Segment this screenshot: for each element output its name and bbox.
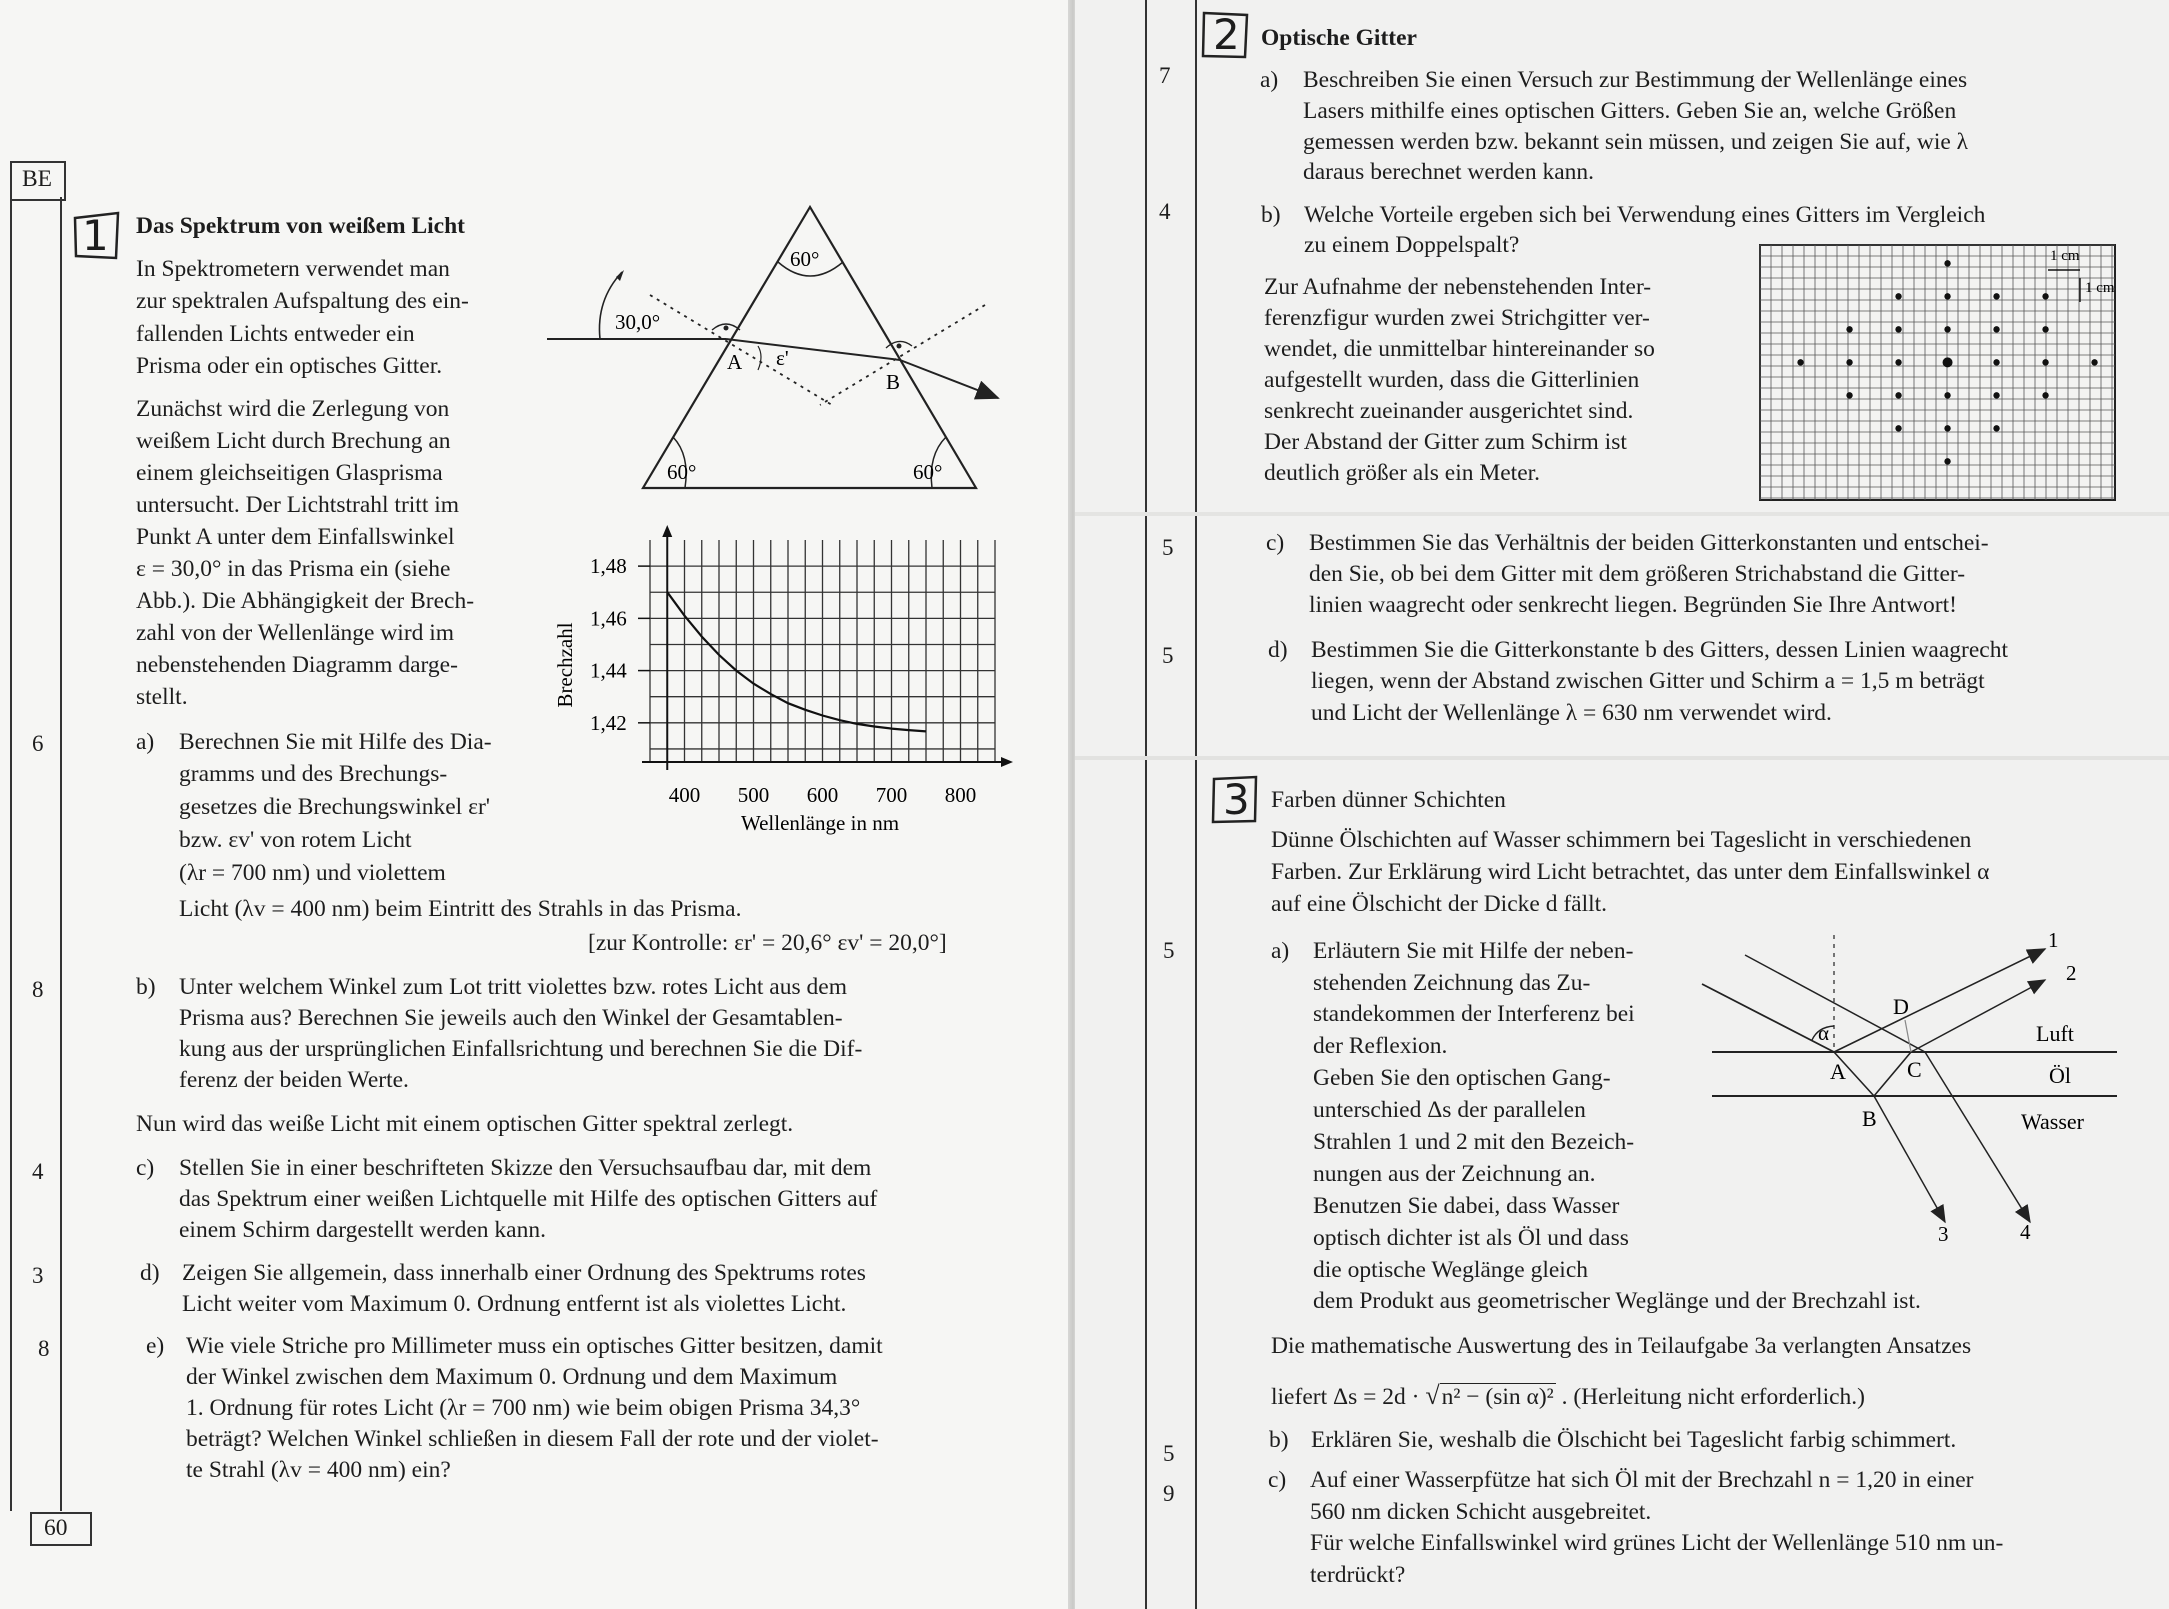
task2-title: Optische Gitter [1261, 25, 1417, 51]
prism-angle-top: 60° [790, 247, 820, 271]
task1b-line-3: kung aus der ursprünglichen Einfallsrichtung und berechnen Sie die Dif- [179, 1036, 863, 1062]
be-1e: 8 [38, 1336, 50, 1361]
task3a-line-8: nungen aus der Zeichnung an. [1313, 1161, 1596, 1187]
interference-dot [1993, 359, 1999, 365]
task3-intro-line-2: Farben. Zur Erklärung wird Licht betrachtet, das unter dem Einfallswinkel α [1271, 859, 1990, 885]
be-3b: 5 [1163, 1441, 1175, 1466]
label-oel: Öl [2049, 1063, 2071, 1088]
task2b-line-1: Welche Vorteile ergeben sich bei Verwendung eines Gitters im Vergleich [1304, 202, 1986, 228]
be-column-left-line [10, 197, 12, 1511]
interference-dot [1846, 392, 1852, 398]
prism-diagram [540, 200, 1010, 500]
be-2b: 4 [1159, 199, 1171, 224]
task2c-line-1: Bestimmen Sie das Verhältnis der beiden Gitterkonstanten und entschei- [1309, 530, 1989, 556]
grid-frame [1760, 245, 2115, 500]
y-tick-label: 1,46 [590, 606, 627, 631]
task2b-line-2: zu einem Doppelspalt? [1304, 232, 1520, 258]
task3a-line-7: Strahlen 1 und 2 mit den Bezeich- [1313, 1129, 1635, 1155]
interference-dot [1846, 326, 1852, 332]
task1-para-line-10: stellt. [136, 684, 188, 710]
interference-dot [1797, 359, 1803, 365]
central-maximum-dot [1943, 357, 1953, 367]
prism-angle-left: 60° [667, 460, 697, 484]
incidence-angle-label: 30,0° [615, 310, 661, 334]
task3-formula [1271, 1380, 1865, 1413]
interference-dot [1944, 260, 1950, 266]
task1-intro-line-3: fallenden Lichts entweder ein [136, 321, 415, 347]
task1-intro-line-2: zur spektralen Aufspaltung des ein- [136, 288, 469, 314]
task1a-control: [zur Kontrolle: εr' = 20,6° εv' = 20,0°] [588, 930, 947, 956]
be-header-label: BE [22, 166, 53, 192]
prism-angle-right: 60° [913, 460, 943, 484]
eps-prime-label: ε' [776, 346, 789, 370]
refraction-chart [550, 525, 1020, 860]
incident-ray-1 [1702, 984, 1834, 1052]
task2c-line-3: linien waagrecht oder senkrecht liegen. Begründen Sie Ihre Antwort! [1309, 592, 1957, 618]
task2-para-line-5: senkrecht zueinander ausgerichtet sind. [1264, 398, 1634, 424]
task3-intro-line-3: auf eine Ölschicht der Dicke d fällt. [1271, 891, 1608, 917]
wave-front-dc [1905, 1020, 1911, 1052]
task3c-label: c) [1268, 1467, 1287, 1493]
task1c-label: c) [136, 1155, 155, 1181]
reflected-ray-2 [1911, 980, 2045, 1052]
task1b-label: b) [136, 974, 156, 1000]
label-ray-2: 2 [2066, 961, 2077, 985]
task1e-line-4: beträgt? Welchen Winkel schließen in diesem Fall der rote und der violet- [186, 1426, 879, 1452]
label-c: C [1907, 1057, 1922, 1082]
task3a-line-12: dem Produkt aus geometrischer Weglänge und der Brechzahl ist. [1313, 1288, 1921, 1314]
task1a-label: a) [136, 729, 155, 755]
transmitted-ray-4 [1925, 1052, 2030, 1222]
task1b-line-1: Unter welchem Winkel zum Lot tritt violettes bzw. rotes Licht aus dem [179, 974, 847, 1000]
task3c-line-3: Für welche Einfallswinkel wird grünes Licht der Wellenlänge 510 nm un- [1310, 1530, 2004, 1556]
y-tick-label: 1,44 [590, 658, 627, 683]
task2a-line-4: daraus berechnet werden kann. [1303, 159, 1594, 185]
task2-number: 2 [1213, 10, 1240, 59]
interference-dot [1993, 293, 1999, 299]
be-3a: 5 [1163, 938, 1175, 963]
interference-dot [1944, 425, 1950, 431]
task3a-line-4: der Reflexion. [1313, 1033, 1448, 1059]
task1e-line-5: te Strahl (λv = 400 nm) ein? [186, 1457, 451, 1483]
task1e-line-3: 1. Ordnung für rotes Licht (λr = 700 nm) wie beim obigen Prisma 34,3° [186, 1395, 861, 1421]
label-a: A [1830, 1059, 1846, 1084]
task2-para-line-7: deutlich größer als ein Meter. [1264, 460, 1541, 486]
task1d-line-1: Zeigen Sie allgemein, dass innerhalb einer Ordnung des Spektrums rotes [182, 1260, 866, 1286]
interference-dot [2091, 359, 2097, 365]
task3-formula-intro: Die mathematische Auswertung des in Teilaufgabe 3a verlangten Ansatzes [1271, 1333, 1972, 1359]
be-total: 60 [44, 1515, 68, 1541]
be-1a: 6 [32, 731, 44, 756]
task2c-label: c) [1266, 530, 1285, 556]
be-column-right-line [60, 197, 62, 1511]
right-page [1075, 0, 2169, 1609]
task1b-line-4: ferenz der beiden Werte. [179, 1067, 409, 1093]
task1d-label: d) [140, 1260, 160, 1286]
thin-film-diagram [1690, 925, 2145, 1250]
task2a-line-1: Beschreiben Sie einen Versuch zur Bestimmung der Wellenlänge eines [1303, 67, 1968, 93]
y-tick-label: 1,48 [590, 554, 627, 579]
task1-para-line-6: ε = 30,0° in das Prisma ein (siehe [136, 556, 451, 582]
task1-para-line-2: weißem Licht durch Brechung an [136, 428, 451, 454]
be-1c: 4 [32, 1159, 44, 1184]
interference-dot [1944, 326, 1950, 332]
task3a-line-3: standekommen der Interferenz bei [1313, 1001, 1635, 1027]
task2-para-line-2: ferenzfigur wurden zwei Strichgitter ver- [1264, 305, 1650, 331]
task2-para-line-3: wendet, die unmittelbar hintereinander so [1264, 336, 1655, 362]
label-ray-1: 1 [2048, 928, 2059, 952]
interference-dot [2042, 359, 2048, 365]
task1a-line-1: Berechnen Sie mit Hilfe des Dia- [179, 729, 492, 755]
label-d: D [1893, 994, 1909, 1019]
task2-para-line-4: aufgestellt wurden, dass die Gitterlinien [1264, 367, 1640, 393]
sheet-edge-1 [1075, 512, 2169, 516]
task1b-line-2: Prisma aus? Berechnen Sie jeweils auch den Winkel der Gesamtablen- [179, 1005, 843, 1031]
task2a-label: a) [1260, 67, 1279, 93]
task2c-line-2: den Sie, ob bei dem Gitter mit dem größeren Strichabstand die Gitter- [1309, 561, 1966, 587]
task1-para-line-4: untersucht. Der Lichtstrahl tritt im [136, 492, 460, 518]
formula-root: n² − (sin α)² [1441, 1384, 1554, 1410]
task1-para-line-8: zahl von der Wellenlänge wird im [136, 620, 455, 646]
interference-dot [1895, 326, 1901, 332]
grid-scale-label-horizontal: 1 cm [2050, 248, 2080, 264]
point-b-label: B [886, 370, 901, 394]
interference-dot [1944, 293, 1950, 299]
be-1b: 8 [32, 977, 44, 1002]
interference-dot [1944, 392, 1950, 398]
task3b-label: b) [1269, 1427, 1289, 1453]
interference-dot [1895, 293, 1901, 299]
task3a-line-11: die optische Weglänge gleich [1313, 1257, 1589, 1283]
interference-dot [1895, 425, 1901, 431]
interference-dot [1993, 425, 1999, 431]
label-luft: Luft [2036, 1021, 2074, 1046]
task1c-line-2: das Spektrum einer weißen Lichtquelle mit Hilfe des optischen Gitters auf [179, 1186, 878, 1212]
formula-suffix: . (Herleitung nicht erforderlich.) [1555, 1384, 1865, 1410]
task1-intro-line-1: In Spektrometern verwendet man [136, 256, 450, 282]
be-2d: 5 [1162, 643, 1174, 668]
normal-b [820, 305, 985, 405]
formula-prefix: liefert Δs = 2d · [1271, 1384, 1426, 1410]
be-3c: 9 [1163, 1481, 1175, 1506]
task3-title: Farben dünner Schichten [1271, 787, 1506, 813]
interference-dot [2042, 293, 2048, 299]
task1e-line-1: Wie viele Striche pro Millimeter muss ein optisches Gitter besitzen, damit [186, 1333, 883, 1359]
task1-title: Das Spektrum von weißem Licht [136, 213, 466, 239]
x-axis-arrow [1001, 757, 1013, 767]
task2-para-line-1: Zur Aufnahme der nebenstehenden Inter- [1264, 274, 1652, 300]
task3-intro-line-1: Dünne Ölschichten auf Wasser schimmern bei Tageslicht in verschiedenen [1271, 827, 1972, 853]
task3a-line-5: Geben Sie den optischen Gang- [1313, 1065, 1611, 1091]
task1-intro-line-4: Prisma oder ein optisches Gitter. [136, 353, 443, 379]
interference-dot [1895, 359, 1901, 365]
interference-dot [2042, 326, 2048, 332]
interference-dot [1993, 392, 1999, 398]
outgoing-ray [900, 360, 998, 398]
task1-para-line-5: Punkt A unter dem Einfallswinkel [136, 524, 455, 550]
sqrt-sign: √ [1425, 1381, 1440, 1410]
task1-para-line-7: Abb.). Die Abhängigkeit der Brech- [136, 588, 475, 614]
label-alpha: α [1818, 1021, 1830, 1045]
task1a-line-3: gesetzes die Brechungswinkel εr' [179, 794, 491, 820]
task3a-line-6: unterschied Δs der parallelen [1313, 1097, 1586, 1123]
eps-arc [758, 346, 761, 370]
task1-para-line-1: Zunächst wird die Zerlegung von [136, 396, 450, 422]
be-2a: 7 [1159, 63, 1171, 88]
task2d-line-1: Bestimmen Sie die Gitterkonstante b des Gitters, dessen Linien waagrecht [1311, 637, 2008, 663]
transmitted-ray-3 [1874, 1096, 1945, 1222]
be-1d: 3 [32, 1263, 44, 1288]
label-b: B [1862, 1106, 1877, 1131]
task2d-label: d) [1268, 637, 1288, 663]
ray-inside-prism [726, 339, 900, 360]
task3b-line-1: Erklären Sie, weshalb die Ölschicht bei Tageslicht farbig schimmert. [1311, 1427, 1957, 1453]
task1e-label: e) [146, 1333, 165, 1359]
task3a-line-10: optisch dichter ist als Öl und dass [1313, 1225, 1629, 1251]
task2b-label: b) [1261, 202, 1281, 228]
task3a-line-2: stehenden Zeichnung das Zu- [1313, 970, 1591, 996]
interference-dot [1944, 458, 1950, 464]
y-tick-label: 1,42 [590, 710, 627, 735]
task1-between-text: Nun wird das weiße Licht mit einem optischen Gitter spektral zerlegt. [136, 1111, 794, 1137]
interference-dot [1993, 326, 1999, 332]
x-tick-label: 800 [944, 783, 977, 807]
label-wasser: Wasser [2021, 1109, 2084, 1134]
label-ray-3: 3 [1938, 1222, 1949, 1246]
sheet-edge-2 [1075, 756, 2169, 760]
task1-para-line-3: einem gleichseitigen Glasprisma [136, 460, 443, 486]
task3c-line-1: Auf einer Wasserpfütze hat sich Öl mit der Brechzahl n = 1,20 in einer [1310, 1467, 1974, 1493]
task3a-label: a) [1271, 938, 1290, 964]
task3a-line-1: Erläutern Sie mit Hilfe der neben- [1313, 938, 1634, 964]
x-tick-label: 400 [668, 783, 701, 807]
task2a-line-3: gemessen werden bzw. bekannt sein müssen, und zeigen Sie auf, wie λ [1303, 129, 1969, 155]
task1-number: 1 [82, 211, 109, 260]
right-margin-line-2 [1195, 0, 1197, 1609]
grid-scale-label-vertical: 1 cm [2085, 280, 2115, 296]
task1a-line-5: (λr = 700 nm) und violettem [179, 860, 446, 886]
task1d-line-2: Licht weiter vom Maximum 0. Ordnung entfernt ist als violettes Licht. [182, 1291, 847, 1317]
task2a-line-2: Lasers mithilfe eines optischen Gitters. Geben Sie an, welche Größen [1303, 98, 1957, 124]
x-tick-label: 500 [737, 783, 770, 807]
x-tick-label: 700 [875, 783, 908, 807]
task1a-line-2: gramms und des Brechungs- [179, 761, 448, 787]
task3-number: 3 [1223, 775, 1250, 824]
task1a-line-4: bzw. εv' von rotem Licht [179, 827, 412, 853]
task1e-line-2: der Winkel zwischen dem Maximum 0. Ordnung und dem Maximum [186, 1364, 838, 1390]
task2d-line-2: liegen, wenn der Abstand zwischen Gitter und Schirm a = 1,5 m beträgt [1311, 668, 1985, 694]
interference-dot [1846, 359, 1852, 365]
interference-dot [1895, 392, 1901, 398]
interference-grid [1750, 240, 2125, 505]
task3c-line-2: 560 nm dicken Schicht ausgebreitet. [1310, 1499, 1652, 1525]
x-axis-label: Wellenlänge in nm [740, 811, 900, 835]
task3a-line-9: Benutzen Sie dabei, dass Wasser [1313, 1193, 1620, 1219]
task1a-line-6: Licht (λv = 400 nm) beim Eintritt des Strahls in das Prisma. [179, 896, 742, 922]
task1c-line-3: einem Schirm dargestellt werden kann. [179, 1217, 546, 1243]
point-a-label: A [727, 350, 743, 374]
left-page [0, 0, 1075, 1609]
task1-para-line-9: nebenstehenden Diagramm darge- [136, 652, 458, 678]
task1c-line-1: Stellen Sie in einer beschrifteten Skizze den Versuchsaufbau dar, mit dem [179, 1155, 872, 1181]
be-2c: 5 [1162, 535, 1174, 560]
label-ray-4: 4 [2020, 1220, 2031, 1244]
task2d-line-3: und Licht der Wellenlänge λ = 630 nm verwendet wird. [1311, 700, 1832, 726]
right-margin-line-1 [1145, 0, 1147, 1609]
interference-dot [2042, 392, 2048, 398]
y-axis-label: Brechzahl [553, 622, 577, 708]
x-tick-label: 600 [806, 783, 839, 807]
task3c-line-4: terdrückt? [1310, 1562, 1406, 1588]
reflected-b-c [1874, 1052, 1911, 1096]
task2-para-line-6: Der Abstand der Gitter zum Schirm ist [1264, 429, 1627, 455]
y-axis-arrow [662, 525, 672, 537]
brechzahl-curve [667, 592, 926, 731]
